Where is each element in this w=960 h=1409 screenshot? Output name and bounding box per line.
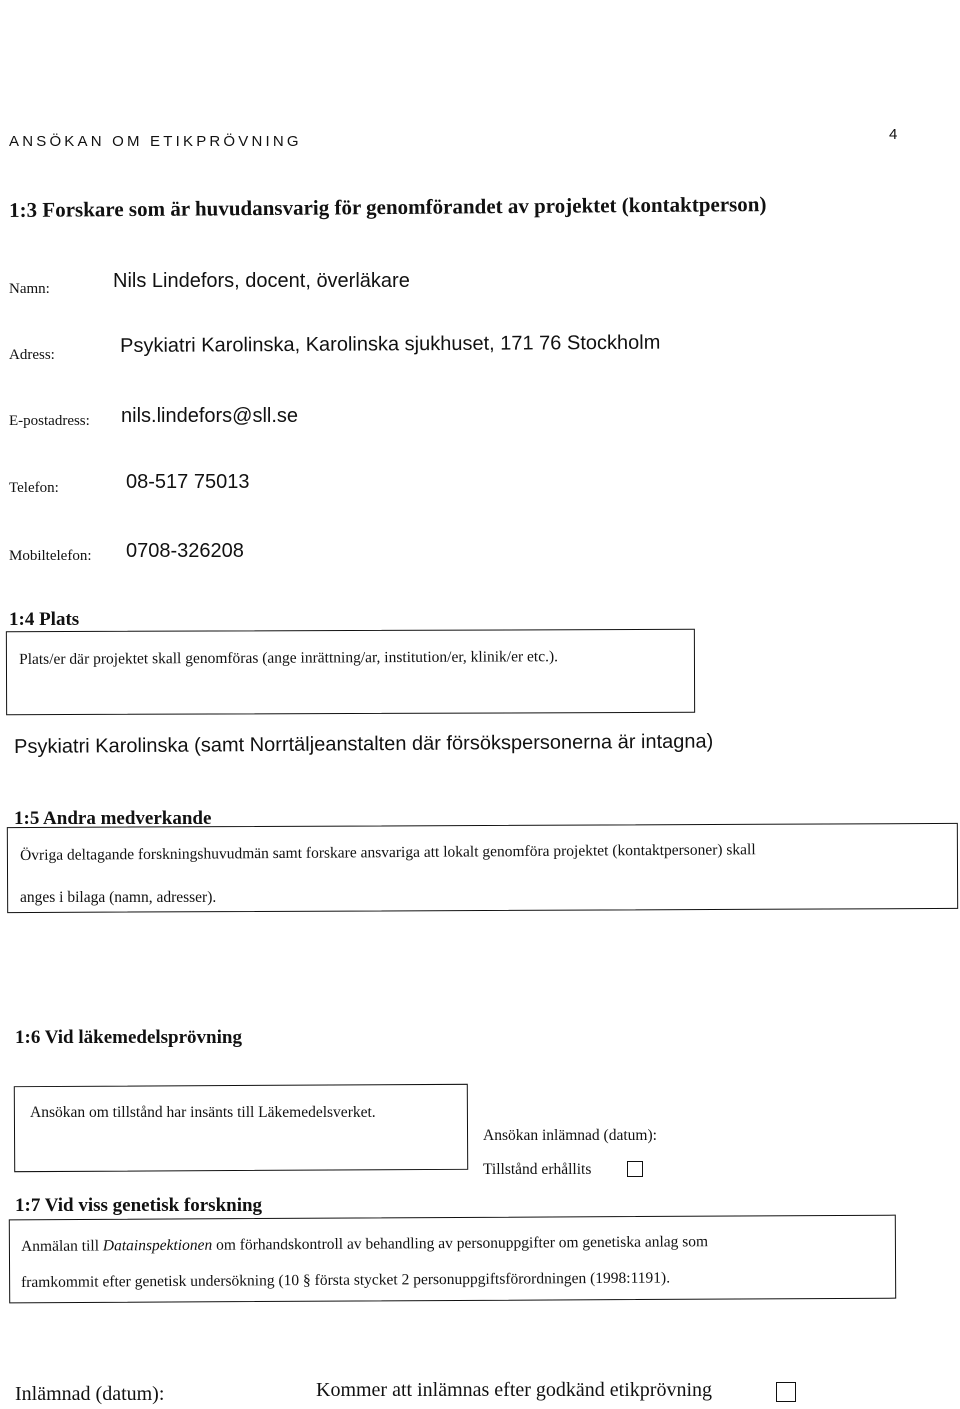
datainspektionen-text: Datainspektionen — [102, 1236, 213, 1255]
section-1-6-heading: 1:6 Vid läkemedelsprövning — [15, 1027, 242, 1048]
page-number: 4 — [889, 126, 898, 143]
application-submitted-date-label: Ansökan inlämnad (datum): — [483, 1127, 657, 1144]
section-1-4-instruction: Plats/er där projektet skall genomföras (ange inrättning/ar, institution/er, klinik/er etc.). — [19, 648, 559, 668]
footer-later-submission-label: Kommer att inlämnas efter godkänd etikprövning — [316, 1379, 713, 1401]
name-value: Nils Lindefors, docent, överläkare — [113, 270, 410, 292]
permit-received-checkbox[interactable] — [627, 1161, 643, 1177]
section-1-7-heading: 1:7 Vid viss genetisk forskning — [15, 1195, 263, 1216]
section-1-6-box — [14, 1084, 468, 1172]
section-1-7-line2: framkommit efter genetisk undersökning (10 § första stycket 2 personuppgiftsförordningen (1998:1191). — [21, 1269, 671, 1291]
email-label: E-postadress: — [9, 413, 90, 429]
later-submission-checkbox[interactable] — [776, 1382, 796, 1402]
footer-submitted-date-label: Inlämnad (datum): — [15, 1383, 165, 1405]
phone-value: 08-517 75013 — [126, 471, 250, 493]
email-value: nils.lindefors@sll.se — [121, 405, 299, 427]
phone-label: Telefon: — [9, 480, 59, 496]
permit-received-label: Tillstånd erhållits — [483, 1161, 592, 1178]
mobile-value: 0708-326208 — [126, 540, 244, 562]
address-value: Psykiatri Karolinska, Karolinska sjukhuset, 171 76 Stockholm — [120, 331, 661, 357]
section-1-5-instruction-line2: anges i bilaga (namn, adresser). — [20, 889, 217, 906]
section-1-4-instruction-box — [6, 629, 695, 715]
section-1-7-line1-prefix: Anmälan till — [21, 1237, 103, 1255]
section-1-4-answer: Psykiatri Karolinska (samt Norrtäljeanstalten där försökspersonerna är intagna) — [14, 730, 714, 758]
mobile-label: Mobiltelefon: — [9, 548, 92, 564]
section-1-3-heading: 1:3 Forskare som är huvudansvarig för genomförandet av projektet (kontaktperson) — [9, 192, 767, 222]
section-1-4-heading: 1:4 Plats — [9, 609, 80, 630]
section-1-5-heading: 1:5 Andra medverkande — [14, 808, 212, 829]
address-label: Adress: — [9, 347, 55, 363]
name-label: Namn: — [9, 281, 50, 297]
section-1-7-line1-suffix: om förhandskontroll av behandling av personuppgifter om genetiska anlag som — [212, 1233, 709, 1254]
section-1-5-instruction-line1: Övriga deltagande forskningshuvudmän samt forskare ansvariga att lokalt genomföra projektet (kontaktpersoner) skall — [20, 841, 756, 864]
section-1-6-box-text: Ansökan om tillstånd har insänts till Läkemedelsverket. — [30, 1104, 376, 1121]
document-header-title: ANSÖKAN OM ETIKPRÖVNING — [9, 133, 302, 150]
